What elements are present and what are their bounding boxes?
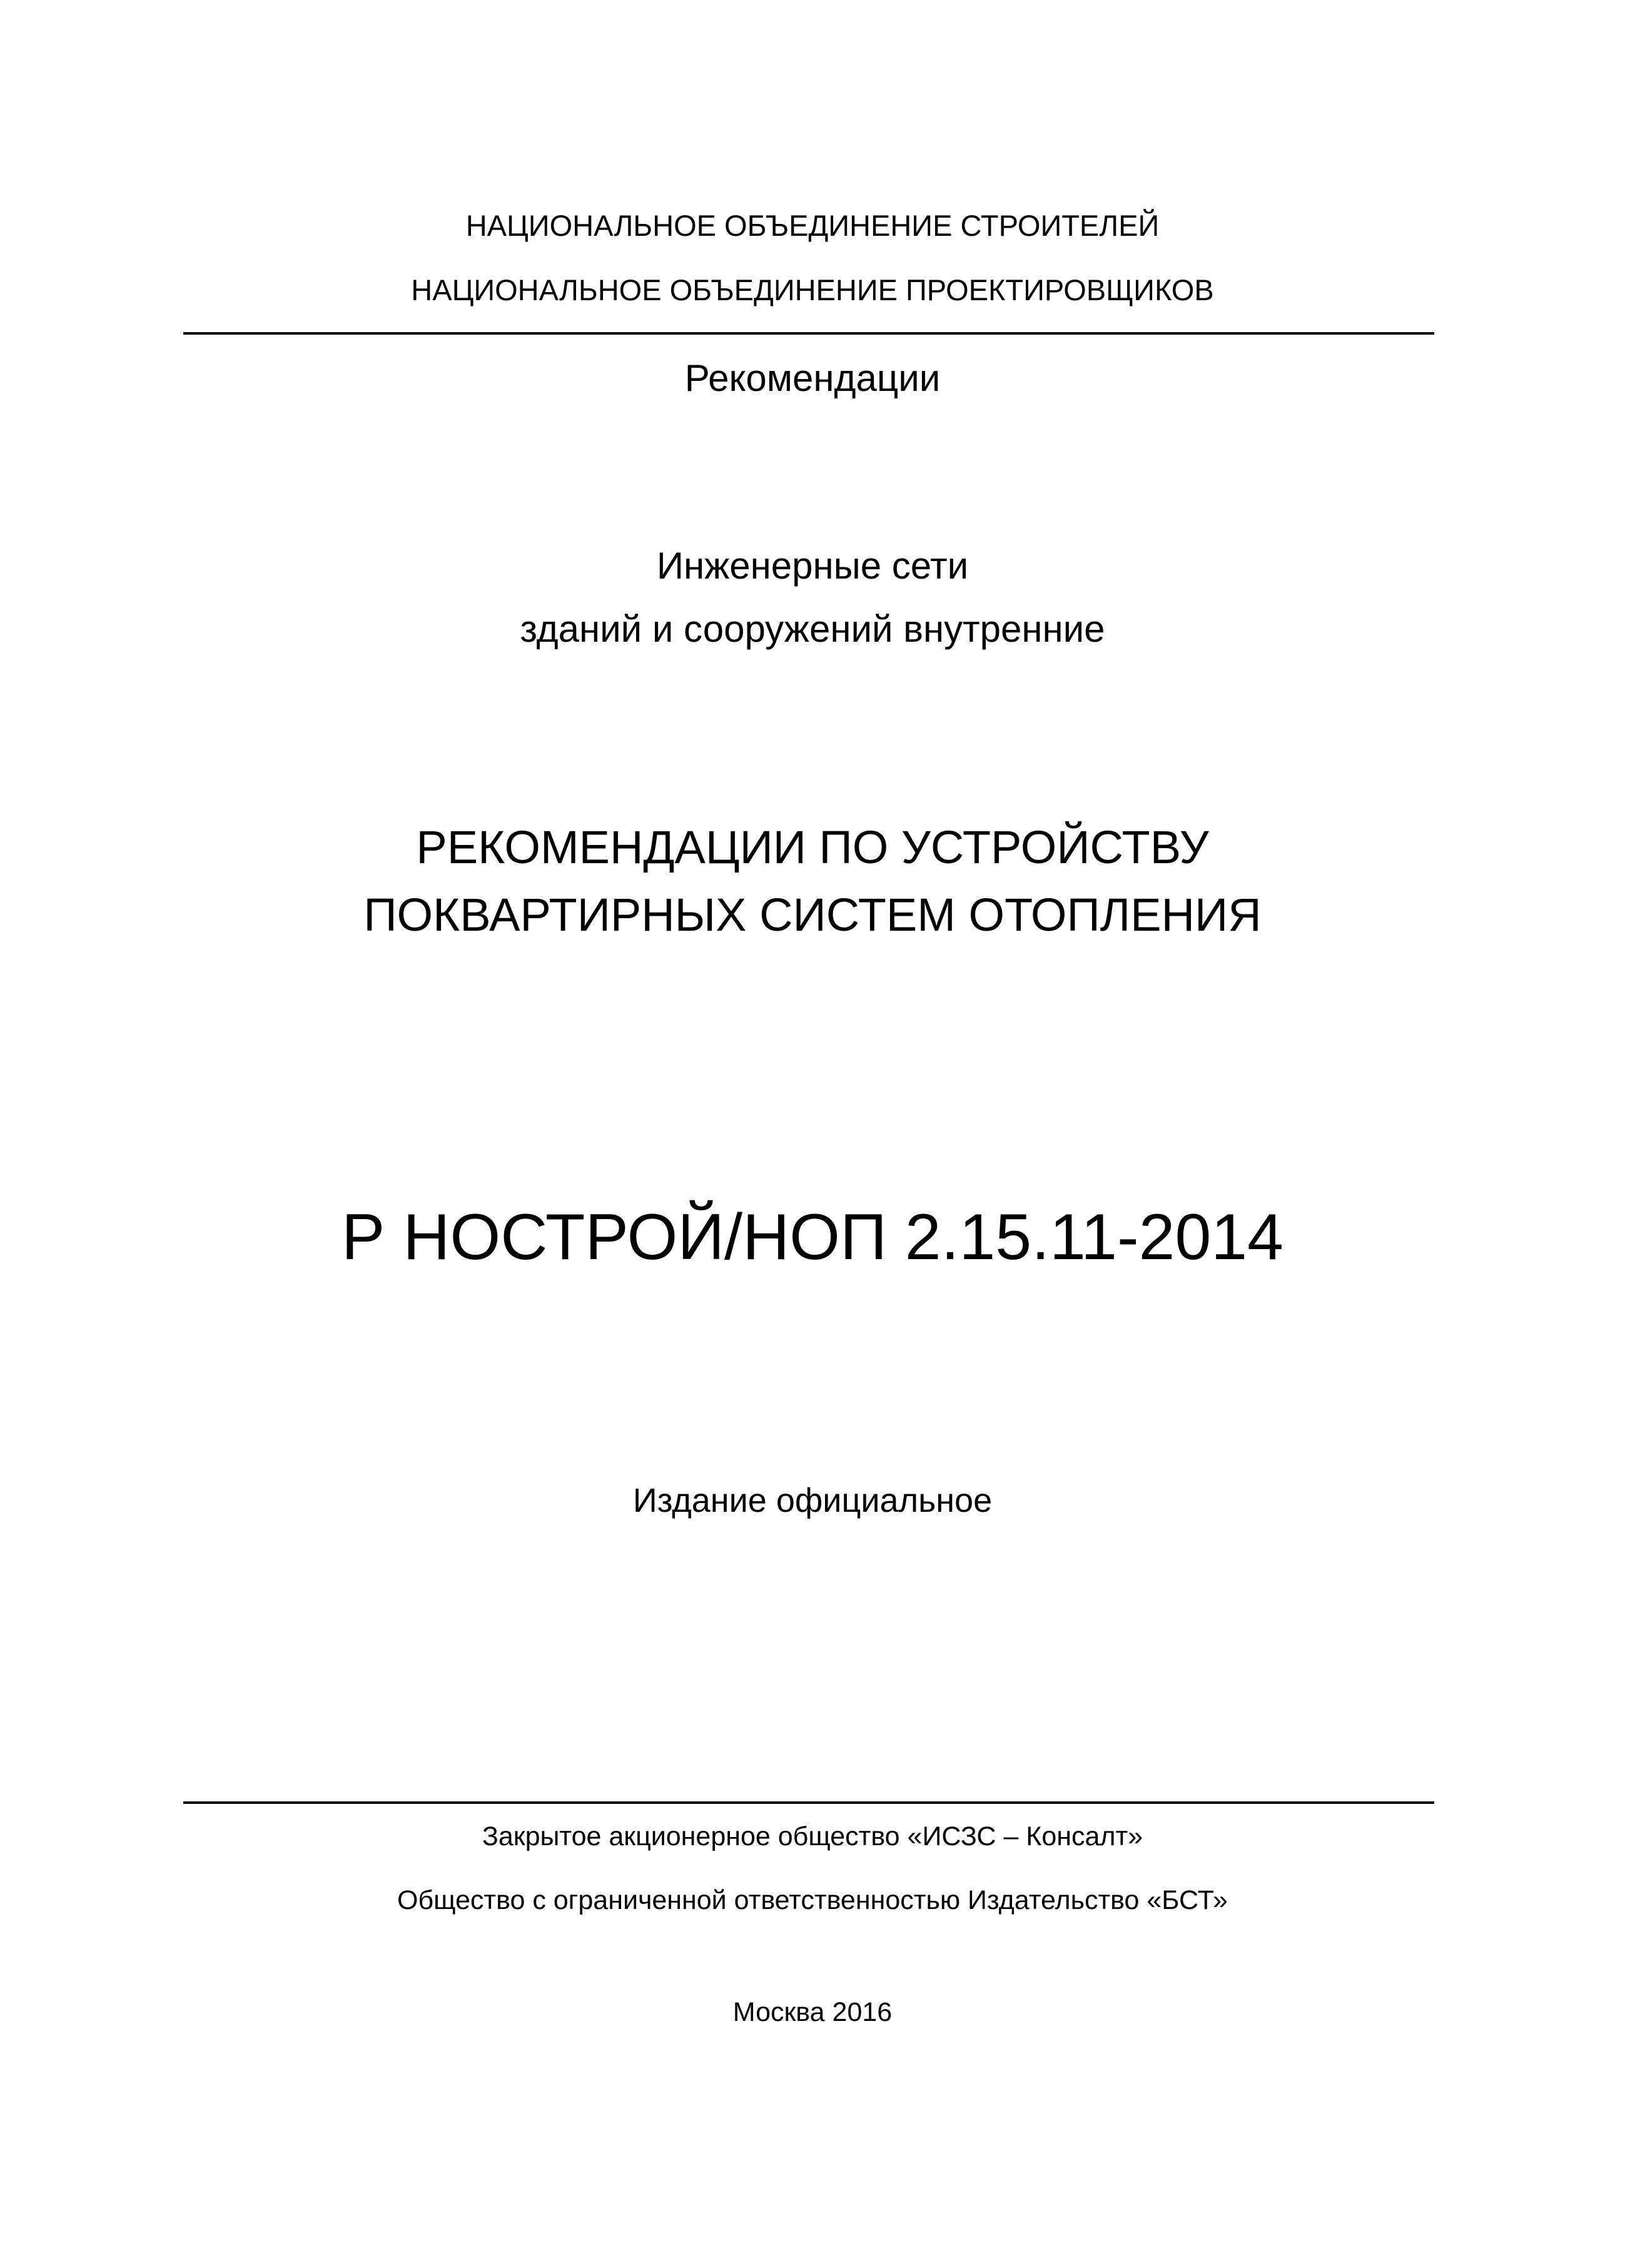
document-code: Р НОСТРОЙ/НОП 2.15.11-2014 bbox=[342, 1201, 1283, 1273]
subtitle-line-2: зданий и сооружений внутренние bbox=[520, 608, 1105, 650]
title-line-1: РЕКОМЕНДАЦИИ ПО УСТРОЙСТВУ bbox=[416, 821, 1209, 873]
organization-designers: НАЦИОНАЛЬНОЕ ОБЪЕДИНЕНИЕ ПРОЕКТИРОВЩИКОВ bbox=[411, 273, 1214, 306]
city-year: Москва 2016 bbox=[732, 1997, 893, 2027]
publisher-2: Общество с ограниченной ответственностью Издательство «БСТ» bbox=[397, 1885, 1228, 1915]
publisher-1: Закрытое акционерное общество «ИСЗС – Консалт» bbox=[482, 1821, 1143, 1851]
header-divider bbox=[183, 332, 1434, 335]
edition-note: Издание официальное bbox=[632, 1482, 993, 1519]
document-kind: Рекомендации bbox=[684, 357, 941, 399]
footer-divider bbox=[183, 1801, 1434, 1804]
title-line-2: ПОКВАРТИРНЫХ СИСТЕМ ОТОПЛЕНИЯ bbox=[363, 889, 1262, 941]
subtitle-line-1: Инженерные сети bbox=[656, 545, 969, 587]
organization-builders: НАЦИОНАЛЬНОЕ ОБЪЕДИНЕНИЕ СТРОИТЕЛЕЙ bbox=[465, 209, 1160, 242]
